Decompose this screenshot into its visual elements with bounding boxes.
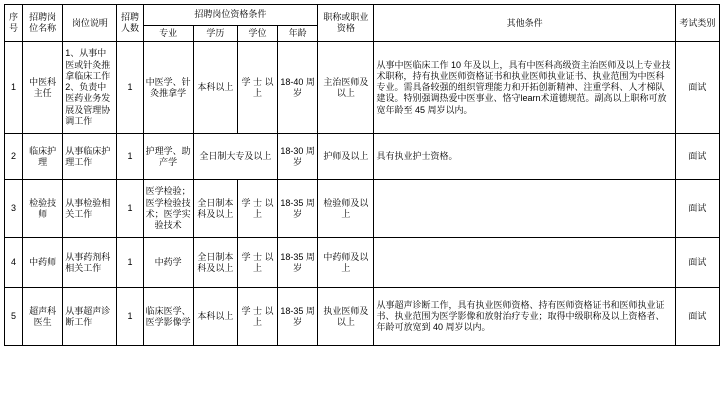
cell-other	[374, 180, 675, 238]
cell-exam-type: 面试	[675, 180, 719, 238]
cell-post-desc: 从事超声诊断工作	[63, 288, 117, 346]
cell-other	[374, 238, 675, 288]
header-other: 其他条件	[374, 5, 675, 42]
header-title: 职称或职业资格	[318, 5, 374, 42]
cell-age: 18-30 周岁	[278, 134, 318, 180]
table-row	[5, 42, 720, 134]
header-education: 学历	[193, 26, 237, 42]
cell-exam-type: 面试	[675, 134, 719, 180]
recruitment-table	[4, 4, 720, 346]
cell-no: 4	[5, 238, 23, 288]
cell-title: 主治医师及以上	[318, 42, 374, 134]
cell-major: 中药学	[143, 238, 193, 288]
cell-exam-type: 面试	[675, 288, 719, 346]
cell-title: 中药师及以上	[318, 238, 374, 288]
cell-post-count: 1	[117, 180, 143, 238]
cell-education: 全日制本科及以上	[193, 180, 237, 238]
cell-post-count: 1	[117, 238, 143, 288]
cell-age: 18-35 周岁	[278, 180, 318, 238]
cell-no: 1	[5, 42, 23, 134]
cell-no: 2	[5, 134, 23, 180]
cell-education: 本科以上	[193, 288, 237, 346]
cell-post-desc: 从事药剂科相关工作	[63, 238, 117, 288]
cell-post-desc: 1、从事中医或针灸推拿临床工作 2、负责中医药业务发展及管理协调工作	[63, 42, 117, 134]
table-row	[5, 238, 720, 288]
cell-degree: 学 士 以上	[237, 238, 277, 288]
cell-other: 从事超声诊断工作，具有执业医师资格、持有医师资格证书和医师执业证书、执业范围为医学影像和放射治疗专业；取得中级职称及以上资格者、年龄可放宽到 40 周岁以内。	[374, 288, 675, 346]
header-degree: 学位	[237, 26, 277, 42]
cell-other: 具有执业护士资格。	[374, 134, 675, 180]
cell-age: 18-35 周岁	[278, 238, 318, 288]
cell-title: 护师及以上	[318, 134, 374, 180]
table-body	[5, 42, 720, 346]
cell-exam-type: 面试	[675, 238, 719, 288]
header-post-desc: 岗位说明	[63, 5, 117, 42]
cell-no: 3	[5, 180, 23, 238]
cell-exam-type: 面试	[675, 42, 719, 134]
header-post-count: 招聘人数	[117, 5, 143, 42]
cell-post-name: 检验技师	[23, 180, 63, 238]
cell-post-name: 临床护理	[23, 134, 63, 180]
cell-post-desc: 从事临床护理工作	[63, 134, 117, 180]
cell-post-name: 中药师	[23, 238, 63, 288]
cell-post-count: 1	[117, 288, 143, 346]
cell-other: 从事中医临床工作 10 年及以上，具有中医科高级资主治医师及以上专业技术职称，持有执业医师资格证书和执业医师执业证书、执业范围为中医科专业。需具备较强的组织管理能力和开拓创新精神、注重学科、人才梯队建设。特别强调热爱中医事业、恪守learn术道德规范。副高以上职称可放宽年龄至 45 周岁以内。	[374, 42, 675, 134]
header-exam-type: 考试类别	[675, 5, 719, 42]
header-qualification-group: 招聘岗位资格条件	[143, 5, 318, 26]
cell-no: 5	[5, 288, 23, 346]
table-row	[5, 134, 720, 180]
cell-education: 全日制本科及以上	[193, 238, 237, 288]
cell-degree: 学 士 以上	[237, 42, 277, 134]
cell-age: 18-40 周岁	[278, 42, 318, 134]
cell-education: 全日制大专及以上	[193, 134, 277, 180]
cell-age: 18-35 周岁	[278, 288, 318, 346]
table-row	[5, 288, 720, 346]
header-age: 年龄	[278, 26, 318, 42]
table-row	[5, 180, 720, 238]
cell-post-desc: 从事检验相关工作	[63, 180, 117, 238]
cell-title: 检验师及以上	[318, 180, 374, 238]
cell-post-count: 1	[117, 42, 143, 134]
cell-post-count: 1	[117, 134, 143, 180]
cell-major: 中医学、针灸推拿学	[143, 42, 193, 134]
header-no: 序号	[5, 5, 23, 42]
cell-title: 执业医师及以上	[318, 288, 374, 346]
cell-post-name: 中医科主任	[23, 42, 63, 134]
header-major: 专业	[143, 26, 193, 42]
cell-degree: 学 士 以上	[237, 180, 277, 238]
header-row-1	[5, 5, 720, 26]
table-header	[5, 5, 720, 42]
cell-major: 护理学、助产学	[143, 134, 193, 180]
cell-degree: 学 士 以上	[237, 288, 277, 346]
cell-major: 临床医学、医学影像学	[143, 288, 193, 346]
cell-education: 本科以上	[193, 42, 237, 134]
header-post-name: 招聘岗位名称	[23, 5, 63, 42]
cell-major: 医学检验；医学检验技术；医学实验技术	[143, 180, 193, 238]
cell-post-name: 超声科医生	[23, 288, 63, 346]
